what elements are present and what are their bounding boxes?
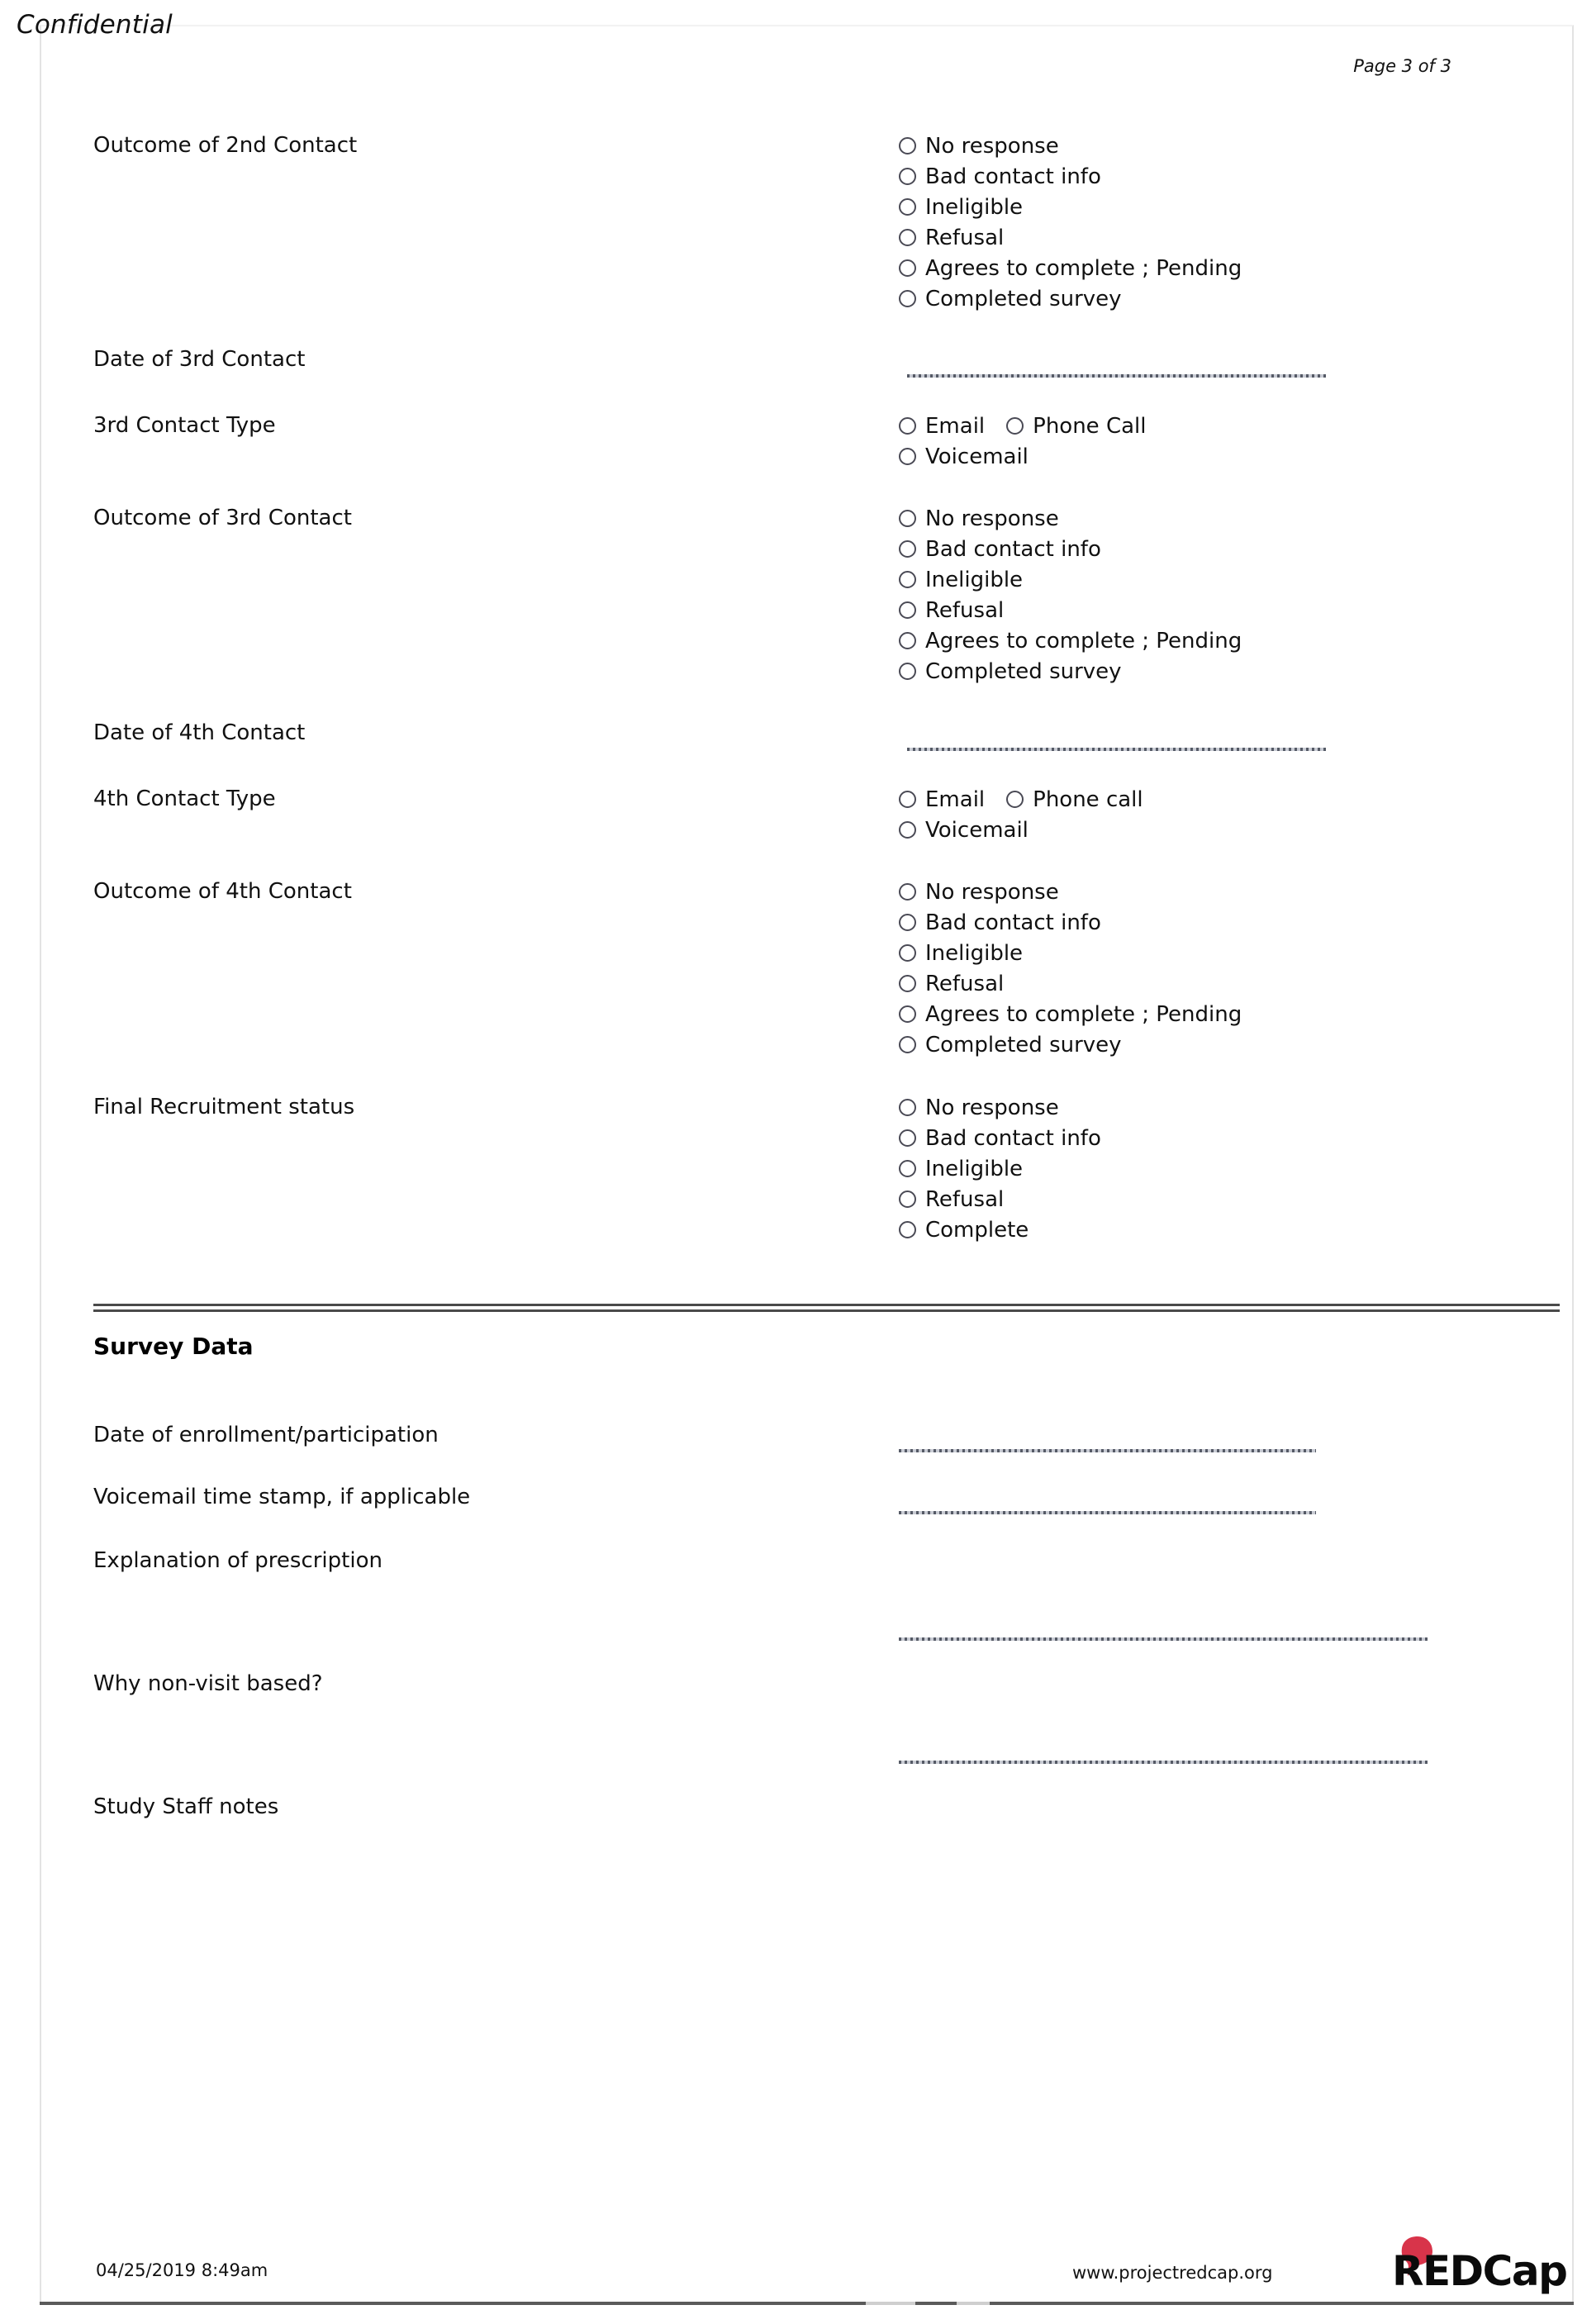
footer-url[interactable]: www.projectredcap.org [1072, 2263, 1273, 2283]
confidential-label: Confidential [17, 10, 173, 40]
radio-circle-icon [899, 290, 916, 307]
radio-option[interactable] [899, 784, 985, 815]
radio-option[interactable] [899, 503, 1242, 534]
radio-option[interactable] [899, 161, 1242, 192]
radio-circle-icon [1006, 417, 1024, 435]
radio-option[interactable] [899, 192, 1242, 222]
radio-label: Ineligible [925, 1156, 1024, 1181]
radio-label: Agrees to complete ; Pending [925, 255, 1242, 281]
radio-circle-icon [1006, 791, 1024, 808]
radio-circle-icon [899, 448, 916, 465]
radio-label: Completed survey [925, 658, 1122, 684]
radio-label: Bad contact info [925, 910, 1101, 935]
question-label: Outcome of 4th Contact [93, 879, 352, 904]
radio-group-outcome-2nd-contact [899, 131, 1242, 314]
radio-option[interactable] [899, 1029, 1242, 1060]
radio-label: Agrees to complete ; Pending [925, 628, 1242, 653]
radio-circle-icon [899, 1005, 916, 1023]
radio-label: Agrees to complete ; Pending [925, 1001, 1242, 1027]
radio-circle-icon [899, 571, 916, 588]
radio-circle-icon [899, 1129, 916, 1147]
radio-label: Email [925, 413, 986, 439]
radio-label: No response [925, 133, 1059, 159]
radio-label: Refusal [925, 597, 1005, 623]
radio-label: No response [925, 506, 1059, 531]
radio-circle-icon [899, 417, 916, 435]
radio-label: Refusal [925, 971, 1005, 996]
radio-row [899, 411, 1146, 441]
radio-option[interactable] [899, 938, 1242, 968]
field-label: Voicemail time stamp, if applicable [93, 1485, 471, 1509]
radio-circle-icon [899, 198, 916, 216]
radio-circle-icon [899, 259, 916, 277]
field-label: Date of enrollment/participation [93, 1423, 439, 1447]
date-4th-contact-input-line[interactable] [907, 748, 1326, 751]
radio-circle-icon [899, 1036, 916, 1053]
voicemail-time-stamp-input-line[interactable] [899, 1511, 1316, 1514]
redcap-logo [1381, 2234, 1567, 2297]
radio-option[interactable] [899, 595, 1242, 625]
radio-option[interactable] [899, 815, 1143, 845]
radio-label: Email [925, 787, 986, 812]
radio-circle-icon [899, 1160, 916, 1177]
why-non-visit-based-input-line[interactable] [899, 1761, 1428, 1764]
radio-option[interactable] [899, 1214, 1101, 1245]
radio-option[interactable] [899, 1092, 1101, 1123]
radio-circle-icon [899, 229, 916, 246]
radio-group-outcome-3rd-contact [899, 503, 1242, 687]
radio-group-final-recruitment-status [899, 1092, 1101, 1245]
page-number-label: Page 3 of 3 [1353, 56, 1451, 76]
radio-option[interactable] [899, 999, 1242, 1029]
redcap-wordmark: REDCap [1392, 2247, 1567, 2295]
radio-option[interactable] [899, 625, 1242, 656]
radio-label: Bad contact info [925, 1125, 1101, 1151]
radio-option[interactable] [899, 283, 1242, 314]
radio-group-4th-contact-type [899, 784, 1143, 845]
radio-label: Ineligible [925, 567, 1024, 592]
radio-circle-icon [899, 791, 916, 808]
section-title-survey-data: Survey Data [93, 1333, 254, 1360]
radio-option[interactable] [1006, 411, 1146, 441]
footer-rule [40, 2302, 1574, 2305]
radio-circle-icon [899, 944, 916, 962]
radio-label: Bad contact info [925, 164, 1101, 189]
radio-option[interactable] [899, 1153, 1101, 1184]
radio-group-3rd-contact-type [899, 411, 1146, 472]
radio-label: Bad contact info [925, 536, 1101, 562]
footer-timestamp: 04/25/2019 8:49am [96, 2260, 268, 2280]
radio-circle-icon [899, 1099, 916, 1116]
radio-option[interactable] [899, 534, 1242, 564]
radio-circle-icon [899, 601, 916, 619]
radio-label: No response [925, 1095, 1059, 1120]
radio-option[interactable] [899, 907, 1242, 938]
radio-label: Ineligible [925, 940, 1024, 966]
radio-label: Phone call [1033, 787, 1143, 812]
radio-option[interactable] [899, 411, 985, 441]
radio-circle-icon [899, 821, 916, 839]
radio-option[interactable] [899, 877, 1242, 907]
radio-circle-icon [899, 883, 916, 901]
radio-circle-icon [899, 168, 916, 185]
field-label: Explanation of prescription [93, 1548, 382, 1573]
question-label: Date of 3rd Contact [93, 347, 306, 372]
explanation-of-prescription-input-line[interactable] [899, 1637, 1428, 1641]
footer-rule-gap [866, 2302, 915, 2305]
radio-circle-icon [899, 975, 916, 992]
radio-option[interactable] [899, 222, 1242, 253]
radio-label: Complete [925, 1217, 1029, 1243]
field-label: Why non-visit based? [93, 1671, 323, 1696]
question-label: Date of 4th Contact [93, 720, 306, 745]
radio-label: Voicemail [925, 817, 1029, 843]
radio-option[interactable] [899, 656, 1242, 687]
radio-circle-icon [899, 663, 916, 680]
radio-option[interactable] [899, 253, 1242, 283]
radio-label: Completed survey [925, 1032, 1122, 1057]
radio-circle-icon [899, 510, 916, 527]
radio-label: Ineligible [925, 194, 1024, 220]
date-of-enrollment-input-line[interactable] [899, 1449, 1316, 1452]
radio-group-outcome-4th-contact [899, 877, 1242, 1060]
question-label: Final Recruitment status [93, 1095, 355, 1119]
radio-label: Refusal [925, 225, 1005, 250]
radio-label: Completed survey [925, 286, 1122, 311]
question-label: 3rd Contact Type [93, 413, 276, 438]
radio-option[interactable] [899, 968, 1242, 999]
radio-option[interactable] [899, 131, 1242, 161]
radio-label: No response [925, 879, 1059, 905]
radio-circle-icon [899, 914, 916, 931]
radio-label: Phone Call [1033, 413, 1147, 439]
section-divider [93, 1304, 1560, 1312]
question-label: 4th Contact Type [93, 787, 276, 811]
radio-option[interactable] [899, 1123, 1101, 1153]
radio-circle-icon [899, 1221, 916, 1238]
radio-circle-icon [899, 137, 916, 154]
radio-circle-icon [899, 632, 916, 649]
radio-circle-icon [899, 1191, 916, 1208]
date-3rd-contact-input-line[interactable] [907, 374, 1326, 378]
radio-option[interactable] [899, 564, 1242, 595]
radio-option[interactable] [899, 441, 1146, 472]
radio-label: Refusal [925, 1186, 1005, 1212]
question-label: Outcome of 2nd Contact [93, 133, 358, 158]
radio-option[interactable] [899, 1184, 1101, 1214]
question-label: Outcome of 3rd Contact [93, 506, 352, 530]
radio-row [899, 784, 1143, 815]
footer-rule-gap [957, 2302, 990, 2305]
field-label: Study Staff notes [93, 1794, 279, 1819]
radio-circle-icon [899, 540, 916, 558]
radio-option[interactable] [1006, 784, 1143, 815]
radio-label: Voicemail [925, 444, 1029, 469]
